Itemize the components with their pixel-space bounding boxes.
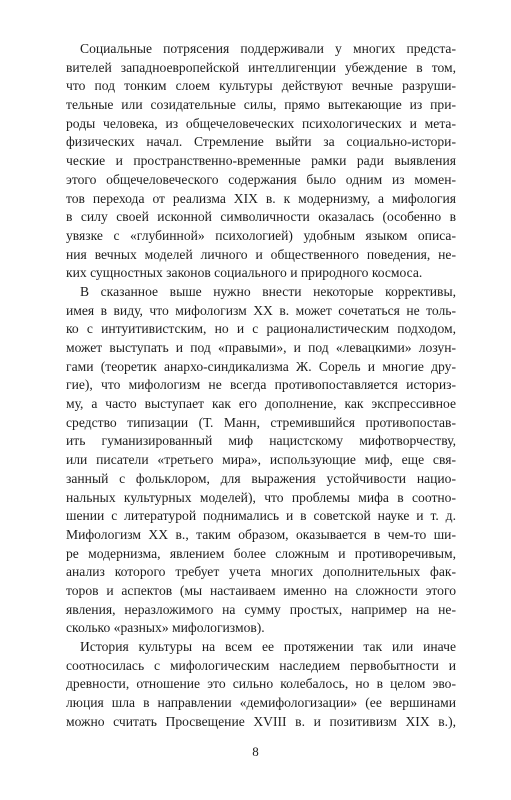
- text-line: нальных культурных моделей), что проблемы мифа в соотно-: [66, 489, 456, 505]
- text-line: этого общечеловеческого содержания было одним из момен-: [66, 171, 456, 187]
- text-line: что под тонким слоем культуры действуют вечные разруши-: [66, 78, 456, 94]
- text-line: му, а часто выступает как его дополнение, как экспрессивное: [66, 396, 456, 412]
- text-line: торов и аспектов (мы настаиваем именно на сложности этого: [66, 582, 456, 598]
- text-line: занный с фольклором, для выражения устойчивости нацио-: [66, 470, 456, 486]
- text-line: физических начал. Стремление выйти за социально-истори-: [66, 134, 456, 150]
- text-line: ить гуманизированный миф нацистскому мифотворчеству,: [66, 433, 456, 449]
- body-text: [66, 40, 456, 731]
- text-line: В сказанное выше нужно внести некоторые коррективы,: [80, 283, 456, 299]
- text-line: соотносилась с мифологическим наследием первобытности и: [66, 657, 456, 673]
- text-line: древности, отношение это сильно колебалось, но в целом эво-: [66, 676, 456, 692]
- text-line: увязке с «глубинной» психологией) удобным языком описа-: [66, 227, 456, 243]
- text-line: Социальные потрясения поддерживали у многих предста-: [80, 41, 456, 56]
- text-line: История культуры на всем ее протяжении так или иначе: [80, 639, 456, 654]
- text-line: Мифологизм XX в., таким образом, оказывается в чем-то ши-: [66, 526, 456, 542]
- text-line: в силу своей исконной символичности оказалась (особенно в: [66, 209, 456, 225]
- text-line: или писатели «третьего мира», использующие миф, еще свя-: [66, 452, 456, 468]
- text-line: тов перехода от реализма XIX в. к модернизму, а мифология: [66, 190, 456, 206]
- text-line: средство типизации (Т. Манн, стремившийся противопостав-: [66, 414, 456, 430]
- text-line: гами (теоретик анархо-синдикализма Ж. Сорель и многие дру-: [66, 358, 456, 374]
- text-line: ких сущностных законов социального и природного космоса.: [66, 265, 423, 281]
- text-line: явления, неразложимого на сумму простых, например на не-: [66, 601, 456, 617]
- page-number: 8: [252, 744, 259, 759]
- text-line: люция шла в направлении «демифологизации» (ее вершинами: [66, 695, 456, 711]
- text-line: может выступать и под «правыми», и под «левацкими» лозун-: [66, 340, 456, 355]
- text-line: имея в виду, что мифологизм XX в. может сочетаться не толь-: [66, 302, 456, 318]
- text-line: ко с интуитивистским, но и с рационалистическим подходом,: [66, 321, 456, 337]
- text-line: анализ которого требует учета многих дополнительных фак-: [66, 564, 456, 580]
- text-line: роды человека, из общечеловеческих психологических и мета-: [66, 115, 456, 131]
- text-line: ния вечных моделей личного и общественного поведения, не-: [66, 246, 456, 262]
- text-line: гие), что мифологизм не всегда противопоставляется историз-: [66, 377, 456, 393]
- text-line: вителей западноевропейской интеллигенции убеждение в том,: [66, 59, 456, 75]
- text-line: ре модернизма, явлением более сложным и противоречивым,: [66, 545, 456, 561]
- text-line: можно считать Просвещение XVIII в. и позитивизм XIX в.),: [66, 713, 456, 729]
- text-line: сколько «разных» мифологизмов).: [66, 620, 265, 636]
- text-line: тельные или созидательные силы, прямо вытекающие из при-: [66, 97, 456, 113]
- text-line: ческие и пространственно-временные рамки ради выявления: [66, 153, 456, 169]
- text-line: шении с литературой поднимались и в советской науке и т. д.: [66, 508, 456, 524]
